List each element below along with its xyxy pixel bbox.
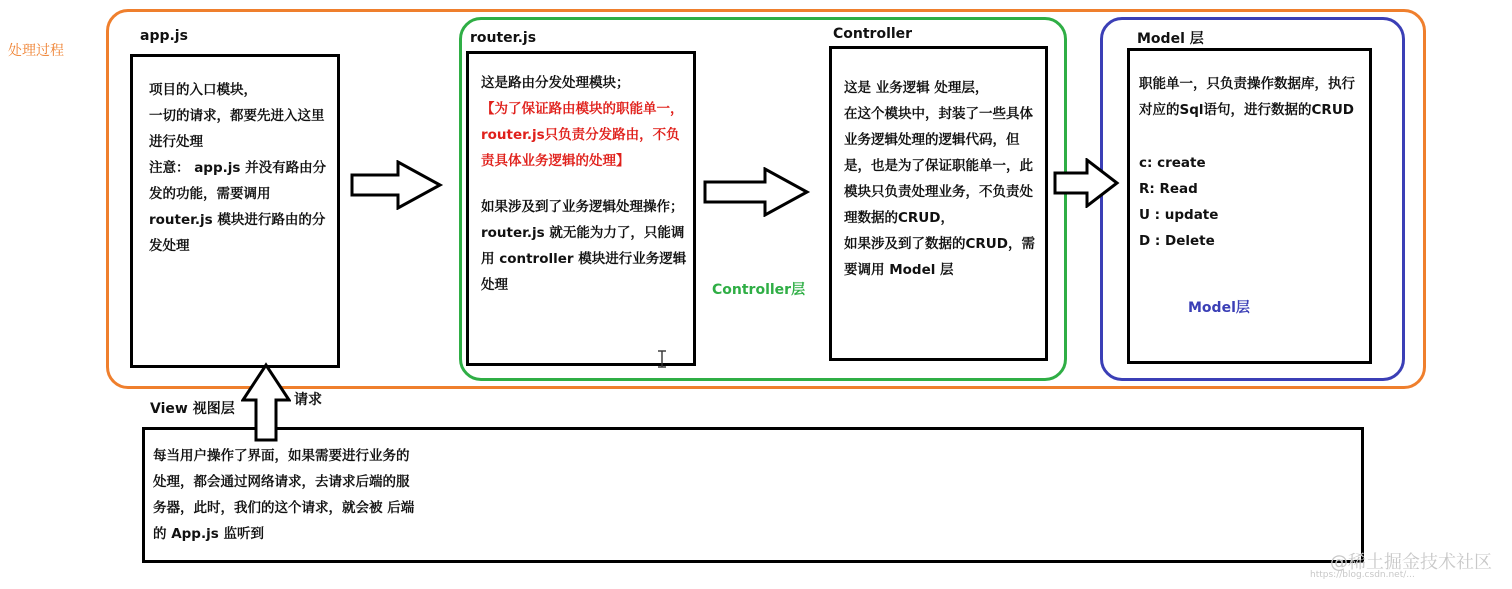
controller-line: 这是 业务逻辑 处理层， <box>844 80 989 96</box>
app-line: 注意： app.js 并没有路由分 <box>149 160 327 176</box>
model-crud-read: R: Read <box>1139 181 1198 197</box>
router-line: 用 controller 模块进行业务逻辑 <box>481 251 687 267</box>
arrow-router-to-controller <box>703 167 811 217</box>
controller-line: 业务逻辑处理的逻辑代码，但 <box>844 132 1020 148</box>
process-label: 处理过程 <box>8 43 64 59</box>
arrow-app-to-router <box>350 160 444 210</box>
request-label: 请求 <box>294 392 322 408</box>
controller-box <box>829 46 1048 361</box>
controller-layer-label: Controller层 <box>712 282 806 298</box>
router-js-box <box>466 51 696 366</box>
controller-line: 是，也是为了保证职能单一，此 <box>844 158 1033 174</box>
model-crud-create: c: create <box>1139 155 1206 171</box>
text-cursor-icon <box>657 350 667 368</box>
view-line: 务器，此时，我们的这个请求，就会被 后端 <box>153 500 415 516</box>
app-js-box <box>130 54 340 368</box>
app-line: 发处理 <box>149 238 190 254</box>
view-box <box>142 427 1364 563</box>
router-line: 这是路由分发处理模块； <box>481 75 630 91</box>
controller-line: 理数据的CRUD， <box>844 210 954 226</box>
controller-line: 如果涉及到了数据的CRUD，需 <box>844 236 1035 252</box>
router-line: 处理 <box>481 277 508 293</box>
watermark-subtext: https://blog.csdn.net/... <box>1310 570 1415 580</box>
arrow-controller-to-model <box>1053 158 1121 208</box>
view-title: View 视图层 <box>150 401 235 417</box>
model-title: Model 层 <box>1137 31 1204 47</box>
watermark: @稀土掘金技术社区 <box>1330 552 1492 573</box>
view-line: 处理，都会通过网络请求，去请求后端的服 <box>153 474 410 490</box>
app-line: 一切的请求，都要先进入这里 <box>149 108 325 124</box>
router-line: 如果涉及到了业务逻辑处理操作； <box>481 199 684 215</box>
app-line: 发的功能，需要调用 <box>149 186 271 202</box>
router-red-line: router.js只负责分发路由，不负 <box>481 127 680 143</box>
router-js-title: router.js <box>470 30 537 46</box>
model-crud-update: U : update <box>1139 207 1219 223</box>
model-crud-delete: D : Delete <box>1139 233 1215 249</box>
app-js-title: app.js <box>140 28 188 44</box>
controller-line: 要调用 Model 层 <box>844 262 954 278</box>
model-line: 职能单一，只负责操作数据库，执行 <box>1139 76 1355 92</box>
view-line: 的 App.js 监听到 <box>153 526 264 542</box>
app-line: router.js 模块进行路由的分 <box>149 212 326 228</box>
model-layer-label: Model层 <box>1188 300 1250 316</box>
router-line: router.js 就无能为力了，只能调 <box>481 225 685 241</box>
view-line: 每当用户操作了界面，如果需要进行业务的 <box>153 448 410 464</box>
model-line: 对应的Sql语句，进行数据的CRUD <box>1139 102 1354 118</box>
controller-title: Controller <box>833 26 913 42</box>
router-red-line: 责具体业务逻辑的处理】 <box>481 153 630 169</box>
app-line: 项目的入口模块， <box>149 82 257 98</box>
controller-line: 模块只负责处理业务，不负责处 <box>844 184 1033 200</box>
router-red-line: 【为了保证路由模块的职能单一， <box>481 101 684 117</box>
app-line: 进行处理 <box>149 134 203 150</box>
controller-line: 在这个模块中，封装了一些具体 <box>844 106 1033 122</box>
arrow-view-to-app <box>241 362 291 442</box>
